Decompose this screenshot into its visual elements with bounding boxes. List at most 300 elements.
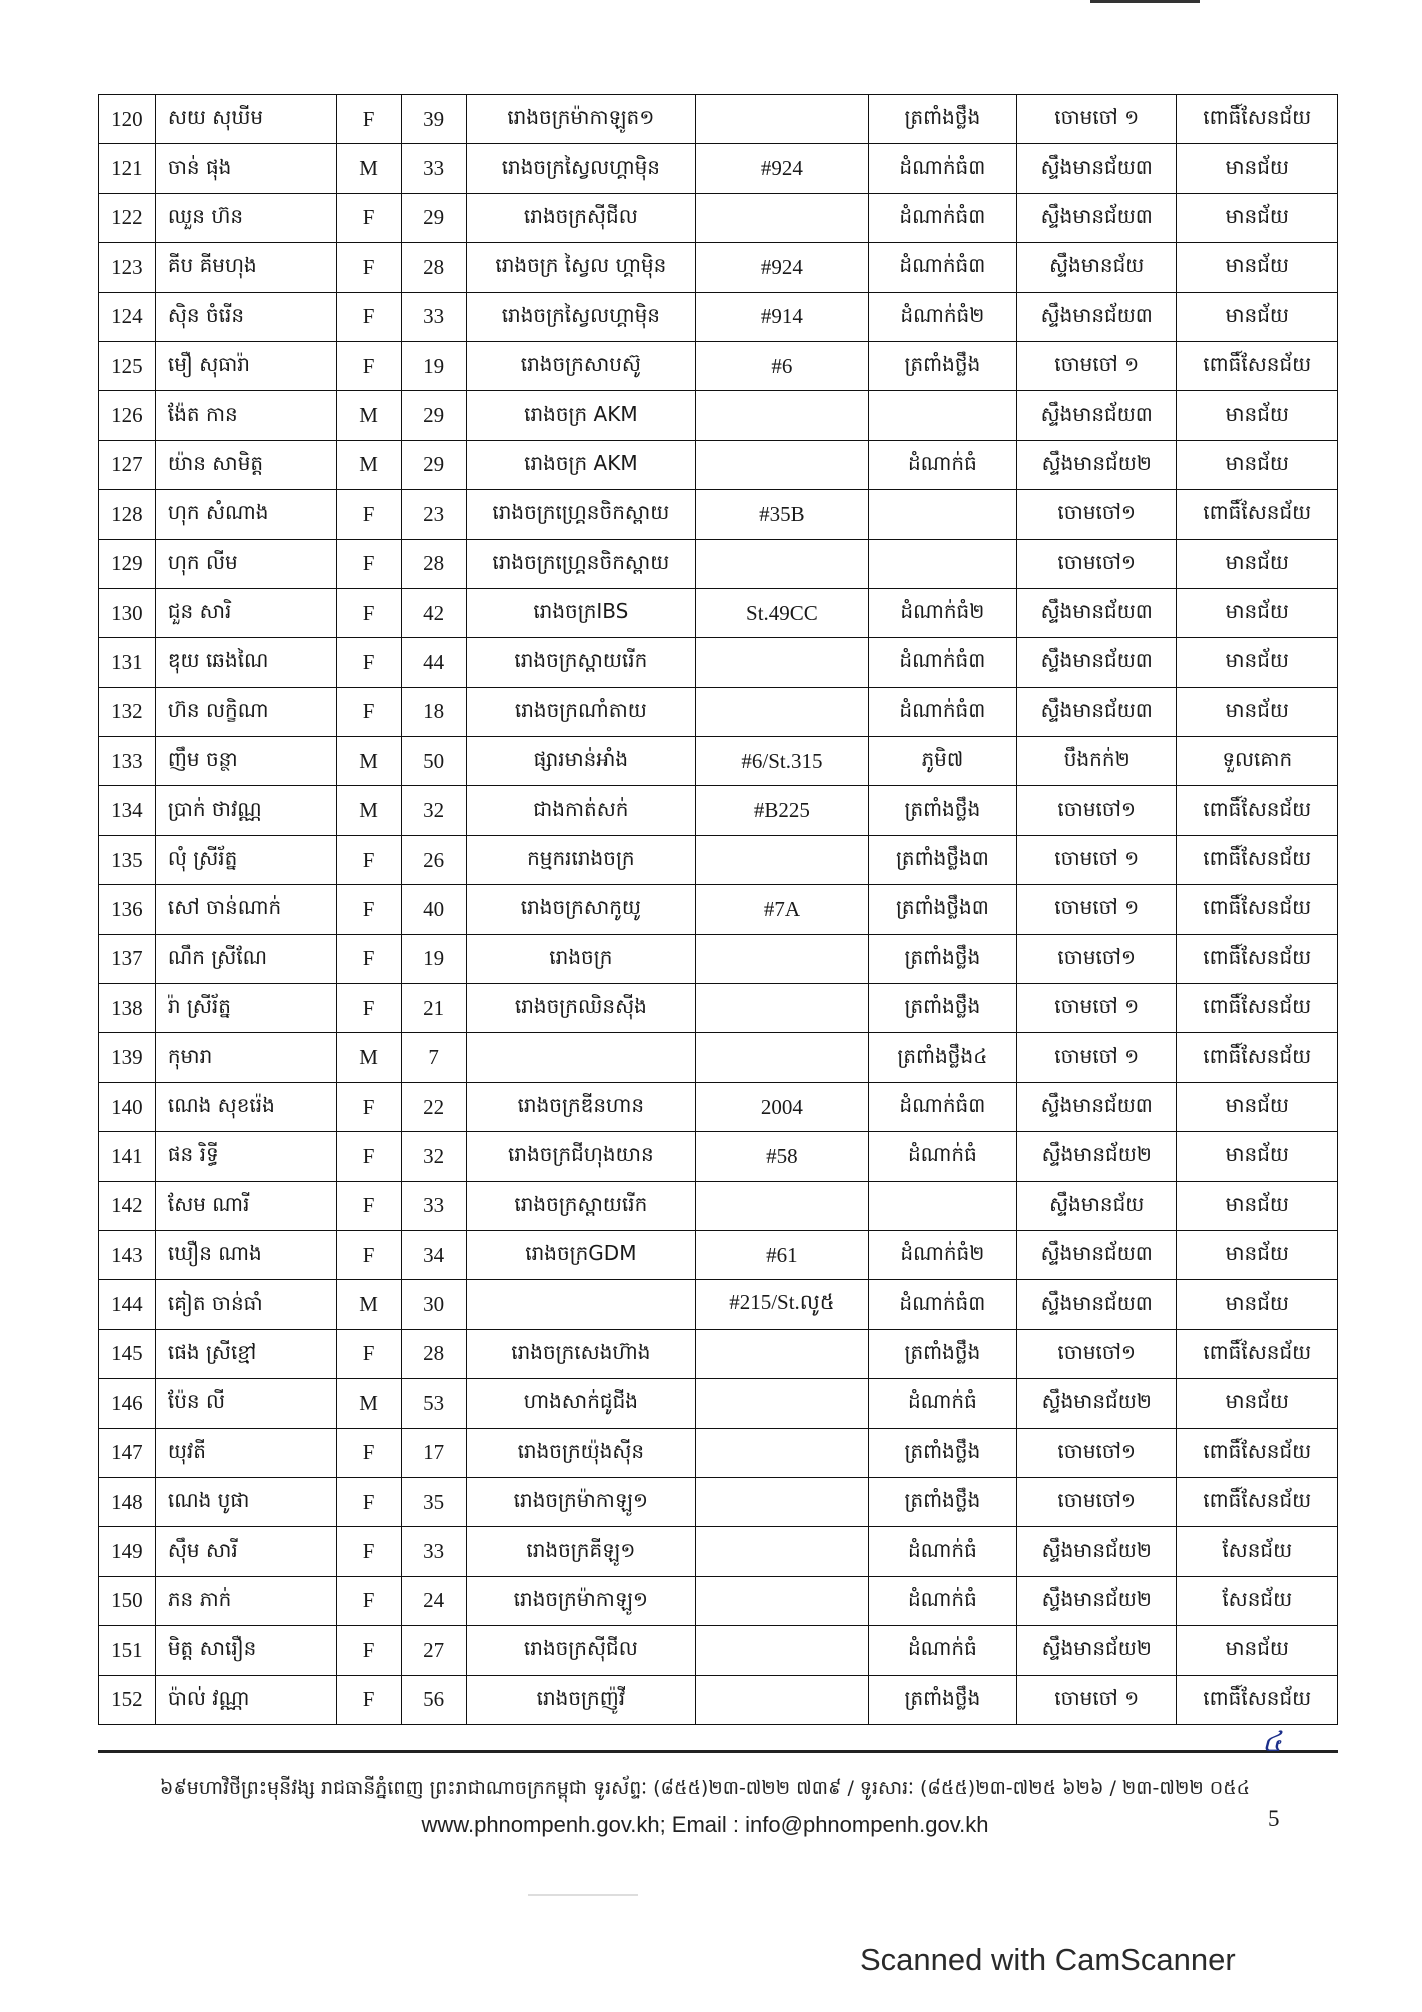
table-row: [99, 1280, 1338, 1329]
house-number-cell: [696, 835, 869, 884]
workplace-cell: រោងចក្រស្ពាយរើក: [466, 638, 696, 687]
age-cell: 29: [401, 193, 466, 242]
table-row: [99, 1329, 1338, 1378]
house-number-cell: [696, 1428, 869, 1477]
row-number: 120: [99, 95, 156, 144]
scanner-watermark: Scanned with CamScanner: [860, 1942, 1236, 1977]
district-cell: ពោធិ៍សែនជ័យ: [1177, 1428, 1338, 1477]
commune-cell: ស្ទឹងមានជ័យ២: [1017, 1576, 1177, 1625]
row-number: 146: [99, 1379, 156, 1428]
village-cell: ដំណាក់ធំ២: [868, 1230, 1016, 1279]
sex-cell: F: [336, 835, 401, 884]
sex-cell: F: [336, 1626, 401, 1675]
name-cell: ណឹក ស្រីណែ: [155, 934, 336, 983]
workplace-cell: រោងចក្រស្វៃលហ្គាម៉ិន: [466, 292, 696, 341]
age-cell: 29: [401, 391, 466, 440]
workplace-cell: រោងចក្រIBS: [466, 588, 696, 637]
name-cell: រ៉ា ស្រីរ័ត្ន: [155, 984, 336, 1033]
records-table-body: [99, 95, 1338, 1725]
row-number: 144: [99, 1280, 156, 1329]
workplace-cell: រោងចក្រម៉ាកាឡូ១: [466, 1477, 696, 1526]
commune-cell: ស្ទឹងមានជ័យ៣: [1017, 687, 1177, 736]
commune-cell: ចោមចៅ១: [1017, 1477, 1177, 1526]
district-cell: មានជ័យ: [1177, 292, 1338, 341]
village-cell: ភូមិ៧: [868, 737, 1016, 786]
village-cell: ដំណាក់ធំ: [868, 1132, 1016, 1181]
commune-cell: ស្ទឹងមានជ័យ៣: [1017, 638, 1177, 687]
workplace-cell: រោងចក្រ: [466, 934, 696, 983]
name-cell: ហ៊ន លក្ខិណា: [155, 687, 336, 736]
age-cell: 29: [401, 440, 466, 489]
sex-cell: F: [336, 243, 401, 292]
name-cell: ប៉ាល់ វណ្ណា: [155, 1675, 336, 1724]
sex-cell: F: [336, 539, 401, 588]
village-cell: ដំណាក់ធំ៣: [868, 144, 1016, 193]
workplace-cell: រោងចក្រគីឡូ១: [466, 1527, 696, 1576]
commune-cell: ស្ទឹងមានជ័យ៣: [1017, 292, 1177, 341]
village-cell: ត្រពាំងថ្លឹង: [868, 934, 1016, 983]
district-cell: សែនជ័យ: [1177, 1527, 1338, 1576]
house-number-cell: #914: [696, 292, 869, 341]
workplace-cell: រោងចក្រស៊ីជីល: [466, 193, 696, 242]
commune-cell: ចោមចៅ១: [1017, 934, 1177, 983]
name-cell: ឌុយ ឆេងណៃ: [155, 638, 336, 687]
age-cell: 18: [401, 687, 466, 736]
district-cell: មានជ័យ: [1177, 1230, 1338, 1279]
footer-web-email: www.phnompenh.gov.kh; Email : info@phnompenh.gov.kh: [421, 1812, 989, 1837]
commune-cell: ស្ទឹងមានជ័យ៣: [1017, 391, 1177, 440]
footer-address: ៦៩មហាវិថីព្រះមុនីវង្ស រាជធានីភ្នំពេញ ព្រះរាជាណាចក្រកម្ពុជា ទូរស័ព្ទៈ (៨៥៥)២៣-៧២២ ៧៣៩ / ទូរសារៈ (៨៥៥)២៣-៧២៥ ៦២៦ / ២៣-៧២២ ០៥៤: [159, 1777, 1251, 1799]
sex-cell: M: [336, 1280, 401, 1329]
table-row: [99, 1033, 1338, 1082]
sex-cell: F: [336, 193, 401, 242]
house-number-cell: [696, 934, 869, 983]
house-number-cell: [696, 984, 869, 1033]
age-cell: 30: [401, 1280, 466, 1329]
table-row: [99, 638, 1338, 687]
sex-cell: F: [336, 95, 401, 144]
district-cell: មានជ័យ: [1177, 1082, 1338, 1131]
commune-cell: ចោមចៅ ១: [1017, 885, 1177, 934]
row-number: 132: [99, 687, 156, 736]
row-number: 140: [99, 1082, 156, 1131]
commune-cell: ចោមចៅ១: [1017, 490, 1177, 539]
name-cell: ណេង បូផា: [155, 1477, 336, 1526]
commune-cell: ស្ទឹងមានជ័យ៣: [1017, 588, 1177, 637]
table-row: [99, 1379, 1338, 1428]
house-number-cell: [696, 1033, 869, 1082]
age-cell: 27: [401, 1626, 466, 1675]
house-number-cell: [696, 1329, 869, 1378]
district-cell: មានជ័យ: [1177, 1626, 1338, 1675]
age-cell: 23: [401, 490, 466, 539]
workplace-cell: រោងចក្រឌីនហាន: [466, 1082, 696, 1131]
workplace-cell: រោងចក្រជីហុងយាន: [466, 1132, 696, 1181]
sex-cell: F: [336, 687, 401, 736]
commune-cell: ស្ទឹងមានជ័យ៣: [1017, 1230, 1177, 1279]
village-cell: [868, 490, 1016, 539]
district-cell: មានជ័យ: [1177, 687, 1338, 736]
table-row: [99, 984, 1338, 1033]
district-cell: ពោធិ៍សែនជ័យ: [1177, 490, 1338, 539]
name-cell: ង៉ែត កាន: [155, 391, 336, 440]
village-cell: ត្រពាំងថ្លឹង៣: [868, 835, 1016, 884]
sex-cell: F: [336, 1477, 401, 1526]
name-cell: កុមារា: [155, 1033, 336, 1082]
district-cell: ពោធិ៍សែនជ័យ: [1177, 984, 1338, 1033]
sex-cell: F: [336, 1230, 401, 1279]
age-cell: 33: [401, 292, 466, 341]
sex-cell: F: [336, 588, 401, 637]
age-cell: 17: [401, 1428, 466, 1477]
table-row: [99, 835, 1338, 884]
district-cell: ពោធិ៍សែនជ័យ: [1177, 1329, 1338, 1378]
name-cell: មិត្ត សារឿន: [155, 1626, 336, 1675]
workplace-cell: រោងចក្រស្វៃលហ្គាម៉ិន: [466, 144, 696, 193]
row-number: 152: [99, 1675, 156, 1724]
sex-cell: F: [336, 1329, 401, 1378]
workplace-cell: រោងចក្រស្ពាយរើក: [466, 1181, 696, 1230]
row-number: 136: [99, 885, 156, 934]
row-number: 148: [99, 1477, 156, 1526]
district-cell: មានជ័យ: [1177, 638, 1338, 687]
name-cell: ប៉ែន លី: [155, 1379, 336, 1428]
commune-cell: ស្ទឹងមានជ័យ: [1017, 1181, 1177, 1230]
age-cell: 26: [401, 835, 466, 884]
commune-cell: បឹងកក់២: [1017, 737, 1177, 786]
house-number-cell: #7A: [696, 885, 869, 934]
age-cell: 33: [401, 1181, 466, 1230]
workplace-cell: រោងចក្រម៉ាកាឡូត១: [466, 95, 696, 144]
house-number-cell: #924: [696, 144, 869, 193]
row-number: 123: [99, 243, 156, 292]
house-number-cell: [696, 391, 869, 440]
sex-cell: F: [336, 1132, 401, 1181]
sex-cell: M: [336, 440, 401, 489]
table-row: [99, 1477, 1338, 1526]
row-number: 149: [99, 1527, 156, 1576]
workplace-cell: រោងចក្រម៉ាកាឡូ១: [466, 1576, 696, 1625]
village-cell: ត្រពាំងថ្លឹង: [868, 95, 1016, 144]
district-cell: ពោធិ៍សែនជ័យ: [1177, 95, 1338, 144]
village-cell: [868, 539, 1016, 588]
name-cell: មឿ សុធារ៉ា: [155, 341, 336, 390]
sex-cell: M: [336, 786, 401, 835]
sex-cell: M: [336, 1033, 401, 1082]
village-cell: ត្រពាំងថ្លឹង: [868, 1428, 1016, 1477]
name-cell: គីប គីមហុង: [155, 243, 336, 292]
age-cell: 28: [401, 1329, 466, 1378]
faint-scan-line: [528, 1894, 638, 1896]
district-cell: មានជ័យ: [1177, 1181, 1338, 1230]
name-cell: ជួន សារិ: [155, 588, 336, 637]
table-row: [99, 1428, 1338, 1477]
district-cell: ពោធិ៍សែនជ័យ: [1177, 341, 1338, 390]
commune-cell: ស្ទឹងមានជ័យ៣: [1017, 1082, 1177, 1131]
table-row: [99, 1576, 1338, 1625]
sex-cell: F: [336, 1675, 401, 1724]
sex-cell: F: [336, 1428, 401, 1477]
age-cell: 50: [401, 737, 466, 786]
house-number-cell: St.49CC: [696, 588, 869, 637]
row-number: 142: [99, 1181, 156, 1230]
records-table: [98, 94, 1338, 1725]
sex-cell: F: [336, 638, 401, 687]
workplace-cell: ហាងសាក់ជូជីង: [466, 1379, 696, 1428]
house-number-cell: [696, 1675, 869, 1724]
table-row: [99, 588, 1338, 637]
name-cell: ផេង ស្រីខ្មៅ: [155, 1329, 336, 1378]
district-cell: ពោធិ៍សែនជ័យ: [1177, 786, 1338, 835]
workplace-cell: រោងចក្រយ៉ុងស៊ីន: [466, 1428, 696, 1477]
house-number-cell: [696, 1576, 869, 1625]
district-cell: សែនជ័យ: [1177, 1576, 1338, 1625]
table-row: [99, 1132, 1338, 1181]
row-number: 125: [99, 341, 156, 390]
age-cell: 19: [401, 934, 466, 983]
house-number-cell: [696, 193, 869, 242]
workplace-cell: [466, 1033, 696, 1082]
row-number: 126: [99, 391, 156, 440]
table-row: [99, 539, 1338, 588]
commune-cell: ចោមចៅ ១: [1017, 95, 1177, 144]
age-cell: 22: [401, 1082, 466, 1131]
row-number: 143: [99, 1230, 156, 1279]
age-cell: 56: [401, 1675, 466, 1724]
row-number: 134: [99, 786, 156, 835]
age-cell: 24: [401, 1576, 466, 1625]
commune-cell: ស្ទឹងមានជ័យ២: [1017, 1132, 1177, 1181]
commune-cell: ចោមចៅ ១: [1017, 341, 1177, 390]
age-cell: 19: [401, 341, 466, 390]
table-row: [99, 144, 1338, 193]
row-number: 127: [99, 440, 156, 489]
table-row: [99, 391, 1338, 440]
age-cell: 42: [401, 588, 466, 637]
house-number-cell: [696, 539, 869, 588]
workplace-cell: រោងចក្រហ្គ្រេនចិកស្ពាយ: [466, 539, 696, 588]
workplace-cell: រោងចក្រញ៉ូវី: [466, 1675, 696, 1724]
district-cell: ពោធិ៍សែនជ័យ: [1177, 934, 1338, 983]
name-cell: ចាន់ ផុង: [155, 144, 336, 193]
village-cell: ដំណាក់ធំ៣: [868, 243, 1016, 292]
commune-cell: ស្ទឹងមានជ័យ៣: [1017, 193, 1177, 242]
age-cell: 39: [401, 95, 466, 144]
commune-cell: ចោមចៅ ១: [1017, 1033, 1177, 1082]
signature-mark: ៤: [1262, 1725, 1282, 1758]
village-cell: ដំណាក់ធំ៣: [868, 1082, 1016, 1131]
workplace-cell: រោងចក្រ AKM: [466, 391, 696, 440]
commune-cell: ស្ទឹងមានជ័យ២: [1017, 1626, 1177, 1675]
table-row: [99, 786, 1338, 835]
age-cell: 32: [401, 1132, 466, 1181]
district-cell: មានជ័យ: [1177, 243, 1338, 292]
village-cell: ដំណាក់ធំ២: [868, 292, 1016, 341]
district-cell: មានជ័យ: [1177, 1379, 1338, 1428]
village-cell: ត្រពាំងថ្លឹង៣: [868, 885, 1016, 934]
name-cell: យ៉ាន សាមិត្ត: [155, 440, 336, 489]
row-number: 151: [99, 1626, 156, 1675]
workplace-cell: រោងចក្រ AKM: [466, 440, 696, 489]
name-cell: ញឹម ចន្ថា: [155, 737, 336, 786]
commune-cell: ចោមចៅ១: [1017, 1428, 1177, 1477]
age-cell: 28: [401, 243, 466, 292]
village-cell: ដំណាក់ធំ៣: [868, 193, 1016, 242]
name-cell: ហុក សំណាង: [155, 490, 336, 539]
row-number: 131: [99, 638, 156, 687]
district-cell: មានជ័យ: [1177, 391, 1338, 440]
name-cell: ប្រាក់ ថាវណ្ណ: [155, 786, 336, 835]
district-cell: ពោធិ៍សែនជ័យ: [1177, 1675, 1338, 1724]
row-number: 145: [99, 1329, 156, 1378]
district-cell: មានជ័យ: [1177, 1280, 1338, 1329]
row-number: 137: [99, 934, 156, 983]
house-number-cell: [696, 1527, 869, 1576]
table-row: [99, 1626, 1338, 1675]
village-cell: ដំណាក់ធំ៣: [868, 687, 1016, 736]
table-row: [99, 490, 1338, 539]
district-cell: មានជ័យ: [1177, 1132, 1338, 1181]
village-cell: ត្រពាំងថ្លឹង: [868, 341, 1016, 390]
workplace-cell: រោងចក្រសាកូយូ: [466, 885, 696, 934]
workplace-cell: រោងចក្រGDM: [466, 1230, 696, 1279]
village-cell: ដំណាក់ធំ៣: [868, 638, 1016, 687]
village-cell: ត្រពាំងថ្លឹង: [868, 1477, 1016, 1526]
sex-cell: F: [336, 984, 401, 1033]
age-cell: 34: [401, 1230, 466, 1279]
name-cell: ភន ភាក់: [155, 1576, 336, 1625]
table-row: [99, 440, 1338, 489]
table-row: [99, 341, 1338, 390]
sex-cell: F: [336, 934, 401, 983]
table-row: [99, 95, 1338, 144]
name-cell: សៅ ចាន់ណាក់: [155, 885, 336, 934]
district-cell: ទួលគោក: [1177, 737, 1338, 786]
district-cell: មានជ័យ: [1177, 588, 1338, 637]
sex-cell: F: [336, 885, 401, 934]
row-number: 124: [99, 292, 156, 341]
name-cell: ណេង សុខរ៉េង: [155, 1082, 336, 1131]
house-number-cell: #58: [696, 1132, 869, 1181]
age-cell: 28: [401, 539, 466, 588]
village-cell: ដំណាក់ធំ៣: [868, 1280, 1016, 1329]
row-number: 135: [99, 835, 156, 884]
table-row: [99, 885, 1338, 934]
commune-cell: ចោមចៅ១: [1017, 1329, 1177, 1378]
village-cell: ត្រពាំងថ្លឹង: [868, 984, 1016, 1033]
commune-cell: ចោមចៅ ១: [1017, 835, 1177, 884]
table-row: [99, 1082, 1338, 1131]
commune-cell: ស្ទឹងមានជ័យ៣: [1017, 1280, 1177, 1329]
row-number: 133: [99, 737, 156, 786]
workplace-cell: រោងចក្រហ្គ្រេនចិកស្ពាយ: [466, 490, 696, 539]
workplace-cell: [466, 1280, 696, 1329]
house-number-cell: #35B: [696, 490, 869, 539]
sex-cell: F: [336, 1082, 401, 1131]
workplace-cell: រោងចក្រស៊ីជីល: [466, 1626, 696, 1675]
table-row: [99, 292, 1338, 341]
house-number-cell: [696, 440, 869, 489]
village-cell: ដំណាក់ធំ: [868, 440, 1016, 489]
name-cell: ហុក លីម: [155, 539, 336, 588]
age-cell: 33: [401, 144, 466, 193]
age-cell: 53: [401, 1379, 466, 1428]
house-number-cell: #6: [696, 341, 869, 390]
house-number-cell: [696, 1626, 869, 1675]
age-cell: 32: [401, 786, 466, 835]
sex-cell: F: [336, 1527, 401, 1576]
row-number: 122: [99, 193, 156, 242]
district-cell: មានជ័យ: [1177, 193, 1338, 242]
commune-cell: ចោមចៅ១: [1017, 539, 1177, 588]
row-number: 128: [99, 490, 156, 539]
name-cell: យុវតី: [155, 1428, 336, 1477]
village-cell: [868, 391, 1016, 440]
row-number: 129: [99, 539, 156, 588]
table-row: [99, 737, 1338, 786]
row-number: 121: [99, 144, 156, 193]
table-row: [99, 1527, 1338, 1576]
name-cell: ស៊ឹម សារី: [155, 1527, 336, 1576]
commune-cell: ស្ទឹងមានជ័យ២: [1017, 1379, 1177, 1428]
sex-cell: F: [336, 1181, 401, 1230]
row-number: 150: [99, 1576, 156, 1625]
house-number-cell: 2004: [696, 1082, 869, 1131]
name-cell: សែម ណារី: [155, 1181, 336, 1230]
village-cell: ត្រពាំងថ្លឹង: [868, 1675, 1016, 1724]
name-cell: សយ សុឃីម: [155, 95, 336, 144]
workplace-cell: ជាងកាត់សក់: [466, 786, 696, 835]
row-number: 141: [99, 1132, 156, 1181]
sex-cell: M: [336, 737, 401, 786]
commune-cell: ស្ទឹងមានជ័យ២: [1017, 1527, 1177, 1576]
row-number: 147: [99, 1428, 156, 1477]
house-number-cell: [696, 1181, 869, 1230]
district-cell: ពោធិ៍សែនជ័យ: [1177, 1477, 1338, 1526]
sex-cell: F: [336, 292, 401, 341]
name-cell: ឈួន ហ៊ន: [155, 193, 336, 242]
scan-edge-mark: [1090, 0, 1200, 3]
workplace-cell: រោងចក្រណាំតាយ: [466, 687, 696, 736]
district-cell: មានជ័យ: [1177, 440, 1338, 489]
house-number-cell: [696, 1379, 869, 1428]
village-cell: ដំណាក់ធំ: [868, 1626, 1016, 1675]
district-cell: ពោធិ៍សែនជ័យ: [1177, 835, 1338, 884]
table-row: [99, 1181, 1338, 1230]
page-number: 5: [1268, 1806, 1280, 1831]
name-cell: លុំ ស្រីរ័ត្ន: [155, 835, 336, 884]
commune-cell: ចោមចៅ ១: [1017, 984, 1177, 1033]
table-row: [99, 243, 1338, 292]
row-number: 139: [99, 1033, 156, 1082]
house-number-cell: #61: [696, 1230, 869, 1279]
age-cell: 7: [401, 1033, 466, 1082]
table-row: [99, 193, 1338, 242]
village-cell: ត្រពាំងថ្លឹង៤: [868, 1033, 1016, 1082]
workplace-cell: រោងចក្រសាបស៊ូ: [466, 341, 696, 390]
commune-cell: ស្ទឹងមានជ័យ: [1017, 243, 1177, 292]
age-cell: 44: [401, 638, 466, 687]
house-number-cell: #B225: [696, 786, 869, 835]
district-cell: ពោធិ៍សែនជ័យ: [1177, 1033, 1338, 1082]
sex-cell: F: [336, 341, 401, 390]
village-cell: ដំណាក់ធំ: [868, 1576, 1016, 1625]
house-number-cell: #215/St.លូ៥: [696, 1280, 869, 1329]
table-row: [99, 1230, 1338, 1279]
commune-cell: ចោមចៅ ១: [1017, 1675, 1177, 1724]
house-number-cell: [696, 1477, 869, 1526]
footer-divider: [98, 1750, 1338, 1753]
